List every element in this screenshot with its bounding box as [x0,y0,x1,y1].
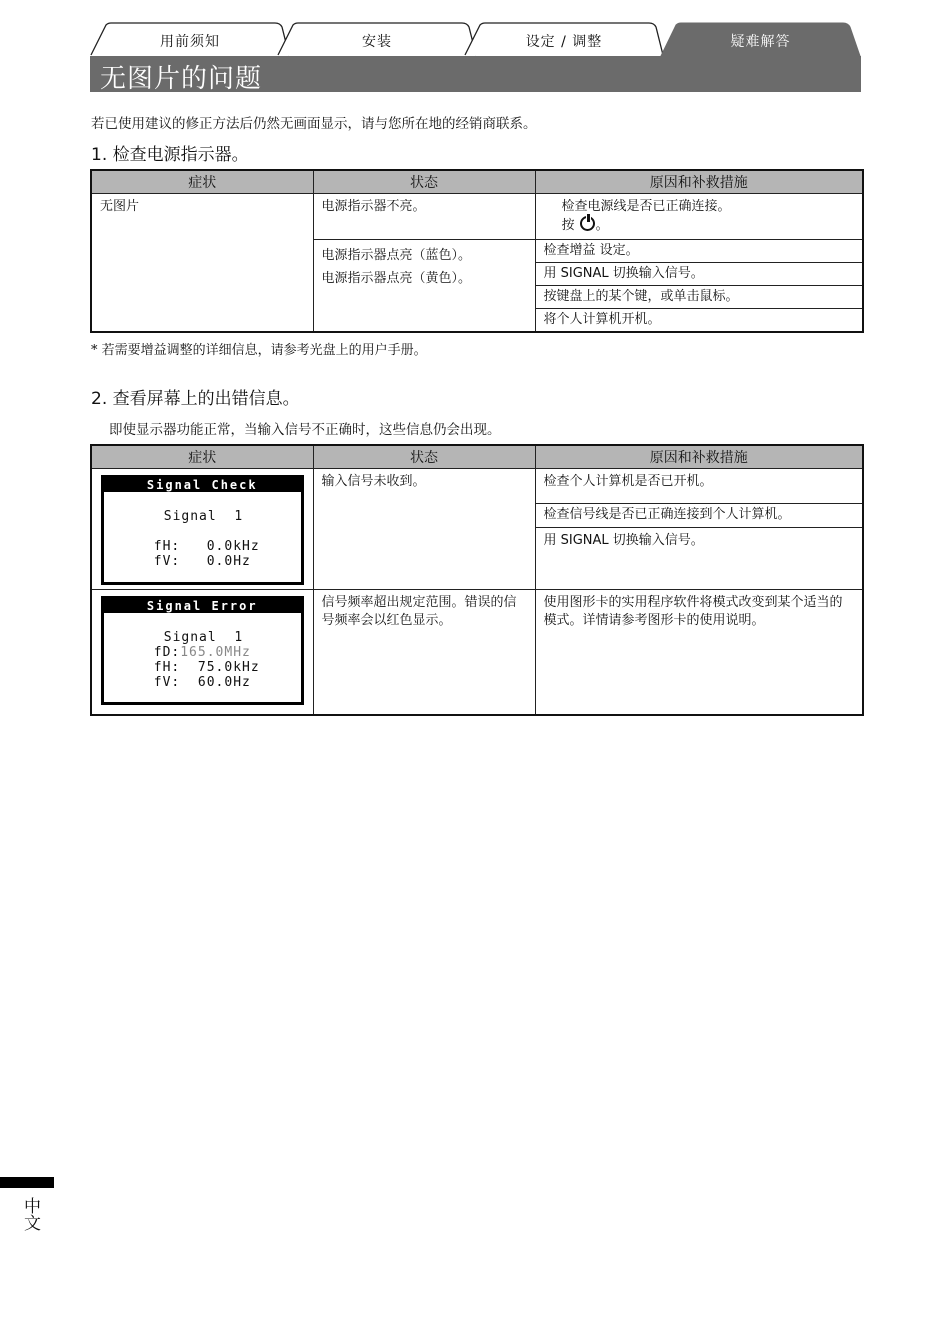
tab-settings-label: 设定 / 调整 [525,34,603,50]
language-label: 中文 [20,1197,40,1231]
language-marker-bar [0,1177,54,1188]
press-label: 按 [561,218,575,233]
fd-label: fD: [153,645,181,660]
press-suffix: 。 [595,218,609,233]
remedy-pc-on: 将个人计算机开机。 [535,309,863,333]
col-remedy: 原因和补救措施 [535,170,863,194]
status-yellow: 电源指示器点亮（黄色）。 [321,271,472,286]
screen-line: fH: 75.0kHz [153,660,260,675]
remedy-check-cable: 检查信号线是否已正确连接到个人计算机。 [535,504,863,528]
col-status: 状态 [313,170,535,194]
fd-value-error: 165.0MHz [180,645,251,660]
status-no-signal: 输入信号未收到。 [313,469,535,590]
signal-error-screen [101,596,304,705]
status-power-on [313,240,535,333]
signal-check-screen [101,475,304,585]
screen-line: Signal 1 [163,630,244,645]
status-power-off: 电源指示器不亮。 [313,194,535,240]
status-out-of-range: 信号频率超出规定范围。错误的信号频率会以红色显示。 [313,590,535,715]
power-indicator-table [90,169,864,333]
screen-title: Signal Error [104,599,301,613]
tab-settings[interactable] [464,22,664,56]
screen-line: fV: 60.0Hz [153,675,251,690]
tab-troubleshooting[interactable] [660,22,861,56]
footnote: * 若需要增益调整的详细信息，请参考光盘上的用户手册。 [91,343,427,358]
error-message-table [90,444,864,716]
remedy-change-mode: 使用图形卡的实用程序软件将模式改变到某个适当的模式。详情请参考图形卡的使用说明。 [535,590,863,715]
remedy-power-off [535,194,863,240]
tab-troubleshooting-label: 疑难解答 [730,34,791,50]
remedy-check-pc: 检查个人计算机是否已开机。 [535,469,863,504]
power-icon [580,216,595,231]
screen-line: fH: 0.0kHz [153,539,260,554]
tab-bar [90,22,861,56]
title-bar [90,56,861,92]
remedy-power-cable: 检查电源线是否已正确连接。 [561,199,731,214]
section2-subtitle: 即使显示器功能正常，当输入信号不正确时，这些信息仍会出现。 [109,422,501,438]
screen-title: Signal Check [104,478,301,492]
section2-heading: 2. 查看屏幕上的出错信息。 [91,389,300,409]
section1-heading: 1. 检查电源指示器。 [91,145,249,165]
tab-install[interactable] [277,22,477,56]
col-status: 状态 [313,445,535,469]
remedy-press-power [562,216,855,235]
col-symptom: 症状 [91,445,313,469]
intro-text: 若已使用建议的修正方法后仍然无画面显示，请与您所在地的经销商联系。 [91,116,537,132]
symptom-no-picture: 无图片 [91,194,313,333]
remedy-signal: 用 SIGNAL 切换输入信号。 [535,263,863,286]
remedy-keyboard: 按键盘上的某个键，或单击鼠标。 [535,286,863,309]
screen-line: Signal 1 [163,509,244,524]
col-symptom: 症状 [91,170,313,194]
col-remedy: 原因和补救措施 [535,445,863,469]
screen-line: fV: 0.0Hz [153,554,251,569]
tab-before-use[interactable] [90,22,290,56]
tab-install-label: 安装 [362,34,392,50]
symptom-signal-error [91,590,313,715]
status-blue: 电源指示器点亮（蓝色）。 [321,248,472,263]
remedy-gain: 检查增益 设定。 [535,240,863,263]
tab-before-use-label: 用前须知 [160,34,220,50]
remedy-switch-signal: 用 SIGNAL 切换输入信号。 [535,528,863,590]
page-title: 无图片的问题 [100,64,263,94]
symptom-signal-check [91,469,313,590]
